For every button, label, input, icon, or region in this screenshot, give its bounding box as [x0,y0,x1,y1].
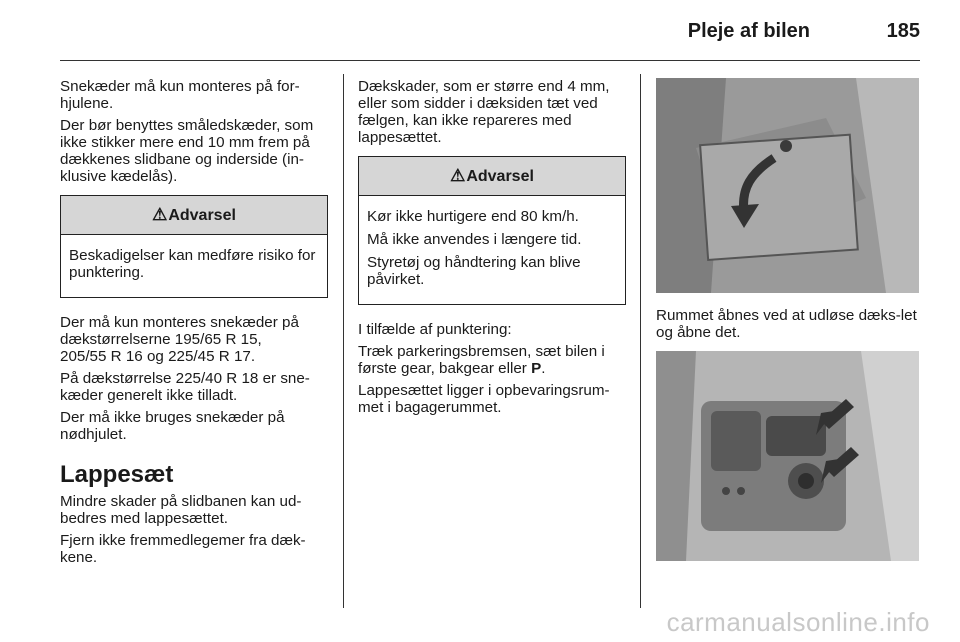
page-header-title: Pleje af bilen [687,20,810,42]
warning-line: Kør ikke hurtigere end 80 km/h. [367,208,579,225]
paragraph: Dækskader, som er større end 4 mm, eller som sidder i dæksiden tæt ved fælgen, kan ikke repareres med lappesættet. [358,78,610,146]
warning-box [358,156,626,305]
gear-symbol: P [531,360,542,377]
paragraph [60,314,328,365]
header-rule [60,60,920,61]
paragraph: Der bør benyttes småledskæder, som ikke stikker mere end 10 mm frem på dækkenes slidbane og inderside (in-klusive kædelås). [60,117,314,185]
repair-kit-compartment-photo [656,351,919,561]
text-run: Træk parkeringsbremsen, sæt bilen i første gear, bakgear eller [358,343,605,377]
paragraph [358,343,626,377]
text-line: Der må kun monteres snekæder på dækstørrelserne 195/65 R 15, [60,314,299,348]
trunk-floor-cover-photo [656,78,919,293]
paragraph: På dækstørrelse 225/40 R 18 er sne-kæder generelt ikke tilladt. [60,370,310,404]
warning-text: Beskadigelser kan medføre risiko for punktering. [69,247,316,281]
warning-header [359,157,625,196]
column-1 [60,78,328,571]
warning-icon: ⚠ [450,166,466,185]
warning-title: Advarsel [168,207,236,224]
image-caption: Rummet åbnes ved at udløse dæks-let og åbne det. [656,307,917,341]
warning-title: Advarsel [466,168,534,185]
warning-icon: ⚠ [152,205,168,224]
paragraph: Fjern ikke fremmedlegemer fra dæk-kene. [60,532,306,566]
warning-header [61,196,327,235]
column-divider-2 [640,74,641,608]
column-divider-1 [343,74,344,608]
paragraph: I tilfælde af punktering: [358,321,512,338]
paragraph: Snekæder må kun monteres på for-hjulene. [60,78,300,112]
paragraph: Der må ikke bruges snekæder på nødhjulet. [60,409,285,443]
watermark: carmanualsonline.info [666,607,930,637]
text-line: 205/55 R 16 og 225/45 R 17. [60,348,256,365]
paragraph: Lappesættet ligger i opbevaringsrum-met i bagagerummet. [358,382,610,416]
section-title: Lappesæt [60,461,174,488]
column-2 [358,78,626,421]
warning-body [359,196,625,304]
column-3 [656,78,921,561]
warning-line: Må ikke anvendes i længere tid. [367,231,582,248]
warning-line: Styretøj og håndtering kan blive påvirket. [367,254,581,288]
text-run: . [541,360,546,377]
warning-body [61,235,327,297]
warning-box [60,195,328,298]
paragraph: Mindre skader på slidbanen kan ud-bedres med lappesættet. [60,493,302,527]
page-number: 185 [886,20,920,42]
